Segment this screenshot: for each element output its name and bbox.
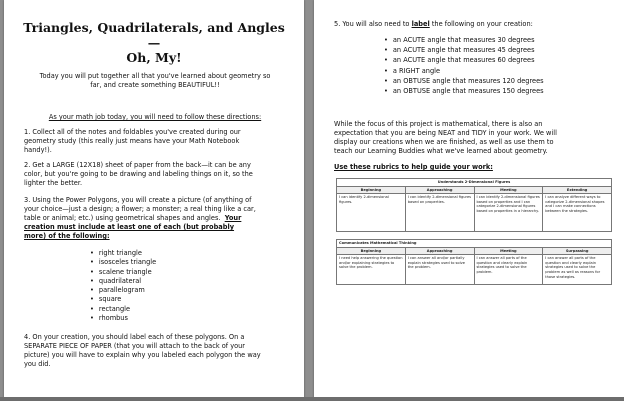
document-page-right: [314, 0, 624, 401]
step-emphasis: label: [411, 20, 430, 28]
step-4: [24, 333, 296, 369]
rubric-header: Approaching: [405, 247, 474, 255]
rubric-header: Approaching: [405, 186, 474, 194]
step-line: 2. Get a LARGE (12X18) sheet of paper from the back—it can be any: [24, 161, 251, 169]
step-5: [334, 20, 619, 29]
step-line: 4. On your creation, you should label each of these polygons. On a: [24, 333, 245, 341]
shapes-list: [90, 249, 156, 323]
list-item: • rectangle: [90, 305, 156, 314]
list-item: • isosceles triangle: [90, 258, 156, 267]
step-text: table or animal; etc.) using geometrical shapes and angles.: [24, 214, 221, 222]
list-item: • an ACUTE angle that measures 45 degrees: [384, 45, 544, 55]
focus-line: While the focus of this project is mathematical, there is also an: [334, 120, 543, 128]
step-emphasis: Your: [224, 214, 242, 222]
step-text: 5. You will also need to: [334, 20, 412, 28]
list-item: • an ACUTE angle that measures 60 degrees: [384, 55, 544, 65]
step-line: 3. Using the Power Polygons, you will create a picture (of anything of: [24, 196, 252, 204]
list-item: • parallelogram: [90, 286, 156, 295]
step-line: [24, 214, 296, 223]
step-line: you did.: [24, 360, 51, 368]
document-page-left: [4, 0, 304, 401]
step-text: the following on your creation:: [429, 20, 533, 28]
rubric-table-2d-figures: [336, 178, 612, 232]
list-item: • quadrilateral: [90, 277, 156, 286]
focus-line: expectation that you are being NEAT and TIDY in your work. We will: [334, 129, 557, 137]
title-line-1: Triangles, Quadrilaterals, and Angles—: [23, 20, 285, 50]
step-emphasis: creation must include at least one of each (but probably: [24, 223, 235, 231]
document-title: [18, 20, 290, 65]
step-emphasis: more) of the following:: [24, 232, 110, 240]
step-line: handy!).: [24, 146, 52, 154]
intro-line: Today you will put together all that you've learned about geometry so: [39, 72, 271, 80]
rubric-cell: I can identify 2-dimensional figures based on properties.: [405, 194, 474, 232]
intro-line: far, and create something BEAUTIFUL!!: [90, 81, 220, 89]
rubric-heading: Use these rubrics to help guide your work:: [334, 163, 493, 171]
rubric-cell: I can answer all and/or partially explain strategies used to solve the problem.: [405, 255, 474, 285]
rubric-title: Communicates Mathematical Thinking: [337, 240, 612, 248]
directions-heading: As your math job today, you will need to follow these directions:: [48, 113, 262, 121]
intro-paragraph: [24, 72, 286, 90]
rubric-title: Understands 2-Dimensional Figures: [337, 179, 612, 187]
focus-paragraph: [334, 120, 622, 156]
title-line-2: Oh, My!: [126, 50, 182, 65]
step-line: geometry study (this really just means have your Math Notebook: [24, 137, 240, 145]
step-line: color, but you're going to be drawing and labeling things on it, so the: [24, 170, 253, 178]
list-item: • rhombus: [90, 314, 156, 323]
rubric-cell: I need help answering the question and/or explaining strategies to solve the problem.: [337, 255, 406, 285]
rubric-header: Beginning: [337, 186, 406, 194]
rubric-table-communication: [336, 239, 612, 285]
status-bar: [0, 397, 624, 401]
step-3: [24, 196, 296, 241]
focus-line: display our creations when we are finished, as well as use them to: [334, 138, 554, 146]
rubric-cell: I can analyze different ways to categorize 2-dimensional shapes and I can make connections between the strategies.: [543, 194, 612, 232]
list-item: • an OBTUSE angle that measures 150 degrees: [384, 86, 544, 96]
rubric-header: Beginning: [337, 247, 406, 255]
list-item: • an ACUTE angle that measures 30 degrees: [384, 35, 544, 45]
rubric-header: Meeting: [474, 247, 543, 255]
step-2: [24, 161, 296, 188]
rubric-header: Extending: [543, 186, 612, 194]
rubric-cell: I can identify 2-dimensional figures based on properties and I can categorize 2-dimensional figures based on properties in a hierarchy.: [474, 194, 543, 232]
rubric-cell: I can identify 2-dimensional figures.: [337, 194, 406, 232]
step-line: lighter the better.: [24, 179, 83, 187]
step-line: picture) you will have to explain why you labeled each polygon the way: [24, 351, 261, 359]
rubric-cell: I can answer all parts of the question and clearly explain strategies used to solve the problem.: [474, 255, 543, 285]
list-item: • square: [90, 295, 156, 304]
angles-list: [384, 35, 544, 96]
list-item: • right triangle: [90, 249, 156, 258]
step-line: your choice—just a design; a flower; a monster; a real thing like a car,: [24, 205, 256, 213]
step-line: 1. Collect all of the notes and foldables you've created during our: [24, 128, 241, 136]
rubric-header: Meeting: [474, 186, 543, 194]
list-item: • an OBTUSE angle that measures 120 degrees: [384, 76, 544, 86]
step-line: SEPARATE PIECE OF PAPER (that you will attach to the back of your: [24, 342, 246, 350]
rubric-cell: I can answer all parts of the question and clearly explain strategies used to solve the problem as well as reasons for those strategies.: [543, 255, 612, 285]
step-1: [24, 128, 296, 155]
focus-line: teach our Learning Buddies what we've learned about geometry.: [334, 147, 548, 155]
rubric-header: Surpassing: [543, 247, 612, 255]
list-item: • scalene triangle: [90, 268, 156, 277]
list-item: • a RIGHT angle: [384, 66, 544, 76]
